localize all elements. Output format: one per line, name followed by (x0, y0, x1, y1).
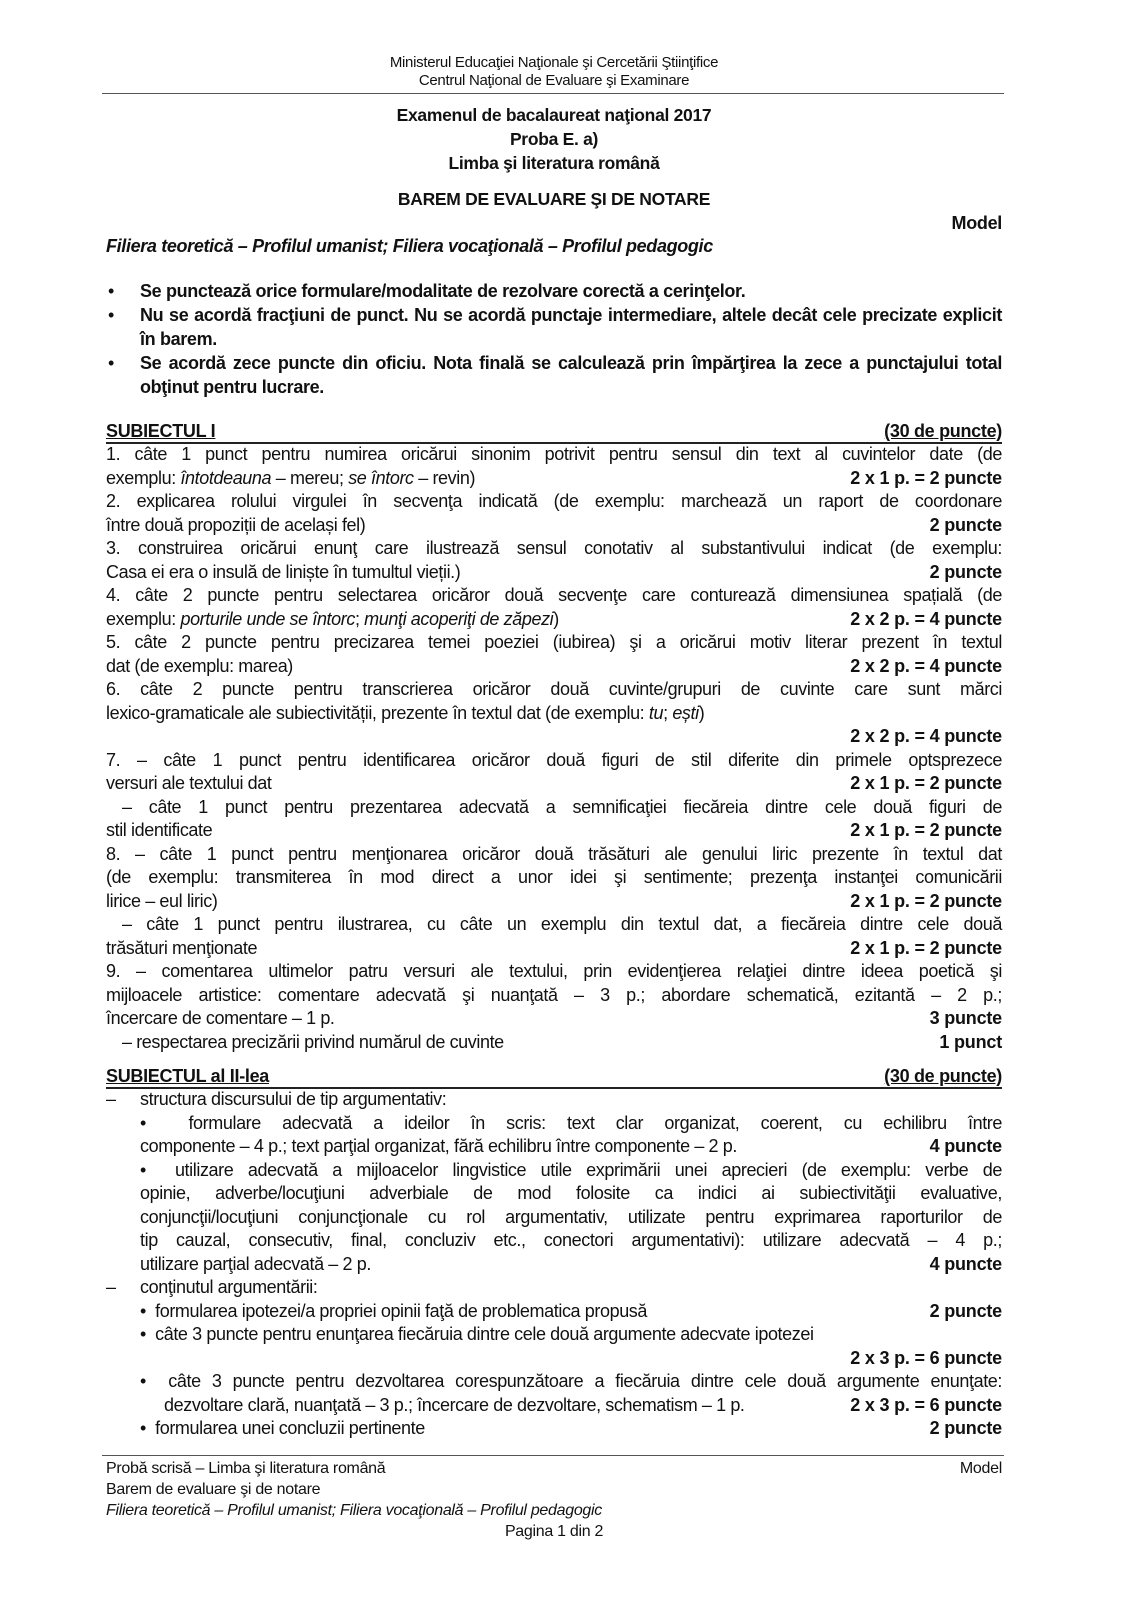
rule-item: • Se acordă zece puncte din oficiu. Nota finală se calculează prin împărţirea la zece a punctajului total obţinut pentru lucrare. (106, 351, 1002, 399)
item-9a-score: 3 puncte (929, 1008, 1002, 1028)
subiect-2-heading (106, 1066, 1002, 1089)
page-number: Pagina 1 din 2 (504, 1523, 604, 1540)
item-6-score-line (106, 725, 1002, 749)
item-4-example (106, 608, 1002, 632)
item-8b-cont (106, 937, 1002, 961)
structura-bullet-2-end (106, 1253, 1002, 1277)
continut-bullet-4 (106, 1417, 1002, 1441)
text: formulare adecvată a ideilor în scris: text clar organizat, coerent, cu echilibru între (188, 1112, 1003, 1133)
item-7a-score: 2 x 1 p. = 2 puncte (850, 773, 1002, 793)
text: lirice – eul liric) (106, 890, 218, 911)
structura-bullet-2-cont: tip cauzal, consecutiv, final, concluziv etc., conectori argumentativi): utilizare adecvată – 4 p.; (140, 1230, 1002, 1250)
example-word: tu (648, 702, 664, 723)
ministry-name: Ministerul Educaţiei Naţionale şi Cercetării Ştiinţifice (389, 54, 719, 71)
bullet-marker: • (140, 1159, 175, 1180)
item-9-line: 9. – comentarea ultimelor patru versuri ale textului, prin evidenţierea relaţiei dintre ideea poetică şi (106, 961, 1002, 981)
item-5-example (106, 655, 1002, 679)
item-7-line: 7. – câte 1 punct pentru identificarea oricăror două figuri de stil diferite din primele optsprezece (106, 749, 1002, 770)
item-6-score: 2 x 2 p. = 4 puncte (850, 726, 1002, 746)
text: exemplu: (106, 467, 181, 488)
text: ) (698, 702, 705, 723)
item-7b-line: – câte 1 punct pentru prezentarea adecvată a semnificaţiei fiecăreia dintre cele două figuri de (122, 796, 1002, 817)
header-divider (102, 93, 1004, 94)
bullet-marker: • (140, 1112, 189, 1133)
continut-bullet-3-cont (106, 1394, 1002, 1418)
continut-bullet-1 (106, 1300, 1002, 1324)
barem-title: BAREM DE EVALUARE ŞI DE NOTARE (397, 189, 711, 209)
subiect-1-points: (30 de puncte) (884, 421, 1002, 441)
item-5-line: 5. câte 2 puncte pentru precizarea temei poeziei (iubirea) şi a oricărui motiv literar prezent în textul (106, 632, 1002, 652)
item-4-score: 2 x 2 p. = 4 puncte (850, 608, 1002, 629)
structura-b2-score: 4 puncte (929, 1253, 1002, 1274)
structura-bullet-1-cont (106, 1135, 1002, 1159)
text: conţinutul argumentării: (140, 1277, 318, 1297)
item-2-line: 2. explicarea rolului virgulei în secvenţa indicată (de exemplu: marchează un raport de coordonare (106, 491, 1002, 511)
example-word: porturile unde se întorc (180, 608, 355, 629)
text: structura discursului de tip argumentativ: (140, 1089, 447, 1109)
item-6-line: 6. câte 2 puncte pentru transcrierea oricăror două cuvinte/grupuri de cuvinte care sunt mărci (106, 679, 1002, 699)
proba-title: Proba E. a) (509, 129, 599, 149)
footer-divider (102, 1455, 1004, 1456)
rule-item: • Se punctează orice formulare/modalitate de rezolvare corectă a cerinţelor. (106, 279, 1002, 303)
continut-c3-score: 2 x 3 p. = 6 puncte (850, 1394, 1002, 1415)
item-8b-line: – câte 1 punct pentru ilustrarea, cu câte un exemplu din textul dat, a fiecăreia dintre cele două (122, 914, 1002, 934)
text: ) (553, 608, 559, 629)
item-1-score: 2 x 1 p. = 2 puncte (850, 467, 1002, 488)
text: formularea unei concluzii pertinente (155, 1418, 425, 1438)
text: – respectarea precizării privind numărul de cuvinte (122, 1031, 504, 1052)
text: – revin) (413, 467, 476, 488)
item-3-line: 3. construirea oricărui enunţ care ilustrează sensul conotativ al substantivului indicat (de exemplu: (106, 538, 1002, 558)
example-word: se întorc (348, 467, 414, 488)
item-8b-score: 2 x 1 p. = 2 puncte (850, 937, 1002, 958)
subiect-1-items (106, 443, 1002, 1054)
example-word: întotdeauna (180, 467, 272, 488)
bullet-marker: • (140, 1371, 169, 1391)
text: trăsături menţionate (106, 937, 258, 958)
subiect-2-items (106, 1088, 1002, 1441)
item-7b-cont (106, 819, 1002, 843)
example-word: ești (672, 702, 699, 723)
item-2-score: 2 puncte (929, 514, 1002, 535)
subiect-2-title: SUBIECTUL al II-lea (106, 1066, 270, 1086)
center-name: Centrul Naţional de Evaluare şi Examinare (418, 72, 690, 89)
footer-exam: Probă scrisă – Limba şi literatura română (106, 1460, 386, 1477)
dash-marker: – (106, 1089, 116, 1109)
continut-c1-score: 2 puncte (929, 1300, 1002, 1321)
text: stil identificate (106, 820, 213, 840)
continut-c2-score: 2 x 3 p. = 6 puncte (850, 1347, 1002, 1368)
text: ; (354, 608, 365, 629)
text: versuri ale textului dat (106, 773, 272, 793)
item-7-cont (106, 772, 1002, 796)
text: între două propoziții de același fel) (106, 514, 366, 535)
subiect-1-heading (106, 421, 1002, 444)
model-label: Model (951, 213, 1002, 233)
example-word: munţi acoperiţi de zăpezi (364, 608, 554, 629)
item-7b-score: 2 x 1 p. = 2 puncte (850, 820, 1002, 840)
subject-title: Limba şi literatura română (448, 153, 660, 173)
text: formularea ipotezei/a propriei opinii faţă de problematica propusă (155, 1300, 648, 1321)
continut-bullet-2-score-line (106, 1347, 1002, 1371)
text: lexico-gramaticale ale subiectivității, prezente în textul dat (de exemplu: (106, 702, 649, 723)
structura-bullet-2 (106, 1159, 1002, 1183)
footer-barem: Barem de evaluare şi de notare (106, 1481, 321, 1498)
structura-b1-score: 4 puncte (929, 1136, 1002, 1156)
page-footer (106, 1458, 1002, 1542)
item-2-example (106, 514, 1002, 538)
dash-marker: – (106, 1277, 116, 1297)
structura-label (106, 1088, 1002, 1112)
text: utilizare adecvată a mijloacelor lingvistice utile exprimării unei aprecieri (de exemplu: verbe de (174, 1159, 1003, 1180)
general-rules-list (106, 279, 1002, 399)
bullet-marker: • (140, 1418, 156, 1438)
text: exemplu: (106, 608, 181, 629)
footer-filiera: Filiera teoretică – Profilul umanist; Filiera vocaţională – Profilul pedagogic (106, 1502, 602, 1519)
text: Casa ei era o insulă de liniște în tumultul vieții.) (106, 561, 461, 582)
item-8a-score: 2 x 1 p. = 2 puncte (850, 890, 1002, 911)
item-9b-line (106, 1031, 1002, 1055)
text: – mereu; (271, 467, 349, 488)
item-3-example (106, 561, 1002, 585)
continut-bullet-2 (106, 1323, 1002, 1347)
item-5-score: 2 x 2 p. = 4 puncte (850, 655, 1002, 676)
item-3-score: 2 puncte (929, 561, 1002, 582)
text: utilizare parţial adecvată – 2 p. (140, 1253, 371, 1274)
structura-bullet-2-cont: opinie, adverbe/locuţiuni adverbiale de mod folosite ca indici ai subiectivităţii evaluative, (140, 1183, 1002, 1203)
item-8-cont2 (106, 890, 1002, 914)
text: dezvoltare clară, nuanţată – 3 p.; încercare de dezvoltare, schematism – 1 p. (164, 1394, 745, 1415)
footer-model: Model (959, 1460, 1002, 1477)
item-9-cont2 (106, 1007, 1002, 1031)
exam-title: Examenul de bacalaureat naţional 2017 (396, 105, 712, 125)
subiect-1-title: SUBIECTUL I (106, 421, 216, 441)
text: componente – 4 p.; text parţial organizat, fără echilibru între componente – 2 p. (140, 1136, 737, 1156)
text: câte 3 puncte pentru dezvoltarea corespunzătoare a fiecăruia dintre cele două argumente enunţate: (168, 1371, 1003, 1391)
text: dat (de exemplu: marea) (106, 655, 293, 676)
continut-label (106, 1276, 1002, 1300)
continut-bullet-3 (106, 1370, 1002, 1394)
bullet-marker: • (140, 1300, 156, 1321)
text: câte 3 puncte pentru enunţarea fiecăruia dintre cele două argumente adecvate ipotezei (155, 1324, 814, 1344)
item-9b-score: 1 punct (939, 1031, 1002, 1052)
text: ; (663, 702, 673, 723)
item-4-line: 4. câte 2 puncte pentru selectarea oricăror două secvenţe care conturează dimensiunea spațială (de (106, 585, 1002, 605)
item-8-cont: (de exemplu: transmiterea în mod direct a unor idei şi sentimente; prezenţa instanţei comunicării (106, 867, 1002, 887)
item-1-line: 1. câte 1 punct pentru numirea oricărui sinonim potrivit pentru sensul din text al cuvintelor date (de (106, 444, 1002, 464)
text: încercare de comentare – 1 p. (106, 1008, 335, 1028)
structura-bullet-1 (106, 1112, 1002, 1136)
structura-bullet-2-cont: conjuncţii/locuţiuni conjuncţionale cu rol argumentativ, utilizate pentru exprimarea raporturilor de (140, 1206, 1002, 1227)
continut-c4-score: 2 puncte (929, 1418, 1002, 1438)
item-8-line: 8. – câte 1 punct pentru menţionarea oricăror două trăsături ale genului liric prezente în textul dat (106, 843, 1002, 864)
filiera-profile: Filiera teoretică – Profilul umanist; Filiera vocaţională – Profilul pedagogic (106, 236, 713, 256)
item-9-cont: mijloacele artistice: comentare adecvată şi nuanţată – 3 p.; abordare schematică, ezitantă – 2 p.; (106, 984, 1002, 1005)
rule-item: • Nu se acordă fracţiuni de punct. Nu se acordă punctaje intermediare, altele decât cele precizate explicit în barem. (106, 303, 1002, 351)
subiect-2-points: (30 de puncte) (884, 1066, 1002, 1086)
item-1-example (106, 467, 1002, 491)
bullet-marker: • (140, 1324, 156, 1344)
item-6-example (106, 702, 1002, 726)
